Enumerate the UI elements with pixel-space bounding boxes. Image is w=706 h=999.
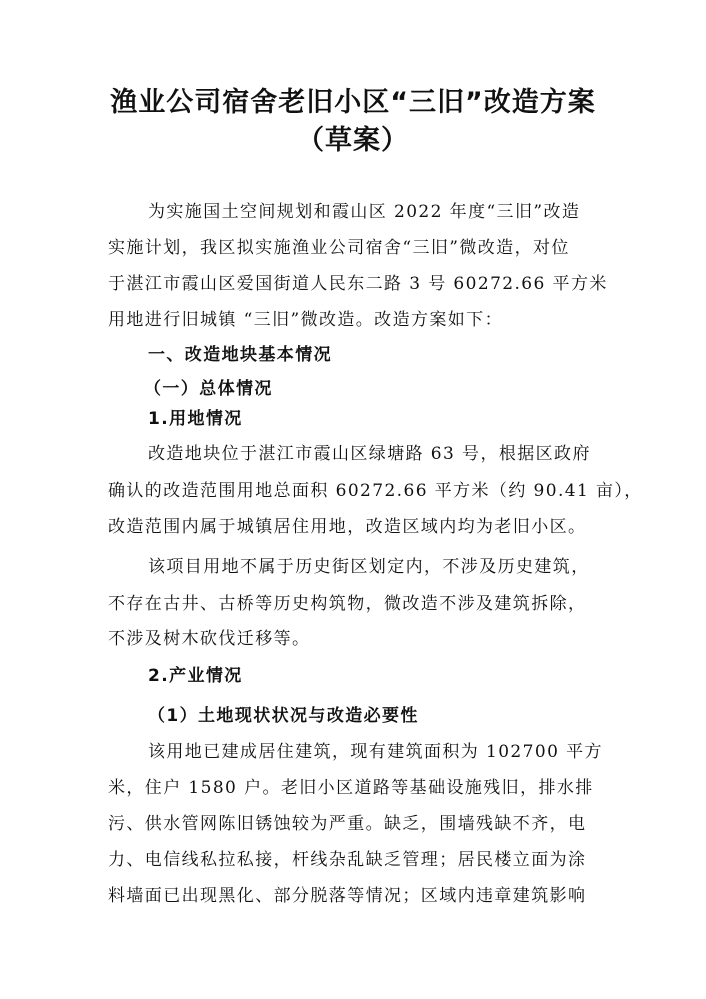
document-subtitle: （草案） — [297, 125, 409, 156]
document-title: 渔业公司宿舍老旧小区“三旧”改造方案 — [110, 87, 596, 118]
land-line: 不涉及树木砍伐迁移等。 — [108, 629, 311, 649]
section-heading: 一、改造地块基本情况 — [148, 345, 332, 365]
item-heading-land: 1.用地情况 — [148, 409, 243, 429]
status-line: 污、供水管网陈旧锈蚀较为严重。缺乏，围墙残缺不齐，电 — [108, 814, 587, 834]
status-line: 米，住户 1580 户。老旧小区道路等基础设施残旧，排水排 — [108, 778, 594, 798]
subsection-heading: （一）总体情况 — [144, 379, 273, 399]
land-line: 改造范围内属于城镇居住用地，改造区域内均为老旧小区。 — [108, 517, 587, 537]
status-line: 力、电信线私拉私接，杆线杂乱缺乏管理；居民楼立面为涂 — [108, 850, 587, 870]
land-line: 不存在古井、古桥等历史构筑物，微改造不涉及建筑拆除， — [108, 594, 587, 614]
land-line: 改造地块位于湛江市霞山区绿塘路 63 号，根据区政府 — [148, 444, 591, 464]
intro-line: 于湛江市霞山区爱国街道人民东二路 3 号 60272.66 平方米 — [108, 274, 608, 294]
intro-line: 用地进行旧城镇 “三旧”微改造。改造方案如下： — [108, 310, 503, 330]
intro-line: 实施计划，我区拟实施渔业公司宿舍“三旧”微改造，对位 — [108, 238, 570, 258]
intro-line: 为实施国土空间规划和霞山区 2022 年度“三旧”改造 — [148, 202, 581, 222]
sub-item-heading-status: （1）土地现状状况与改造必要性 — [148, 706, 419, 726]
status-line: 该用地已建成居住建筑，现有建筑面积为 102700 平方 — [148, 742, 603, 762]
item-heading-industry: 2.产业情况 — [148, 666, 243, 686]
status-line: 料墙面已出现黑化、部分脱落等情况；区域内违章建筑影响 — [108, 886, 587, 906]
land-line: 确认的改造范围用地总面积 60272.66 平方米（约 90.41 亩）， — [108, 481, 643, 501]
land-line: 该项目用地不属于历史街区划定内，不涉及历史建筑， — [148, 557, 590, 577]
